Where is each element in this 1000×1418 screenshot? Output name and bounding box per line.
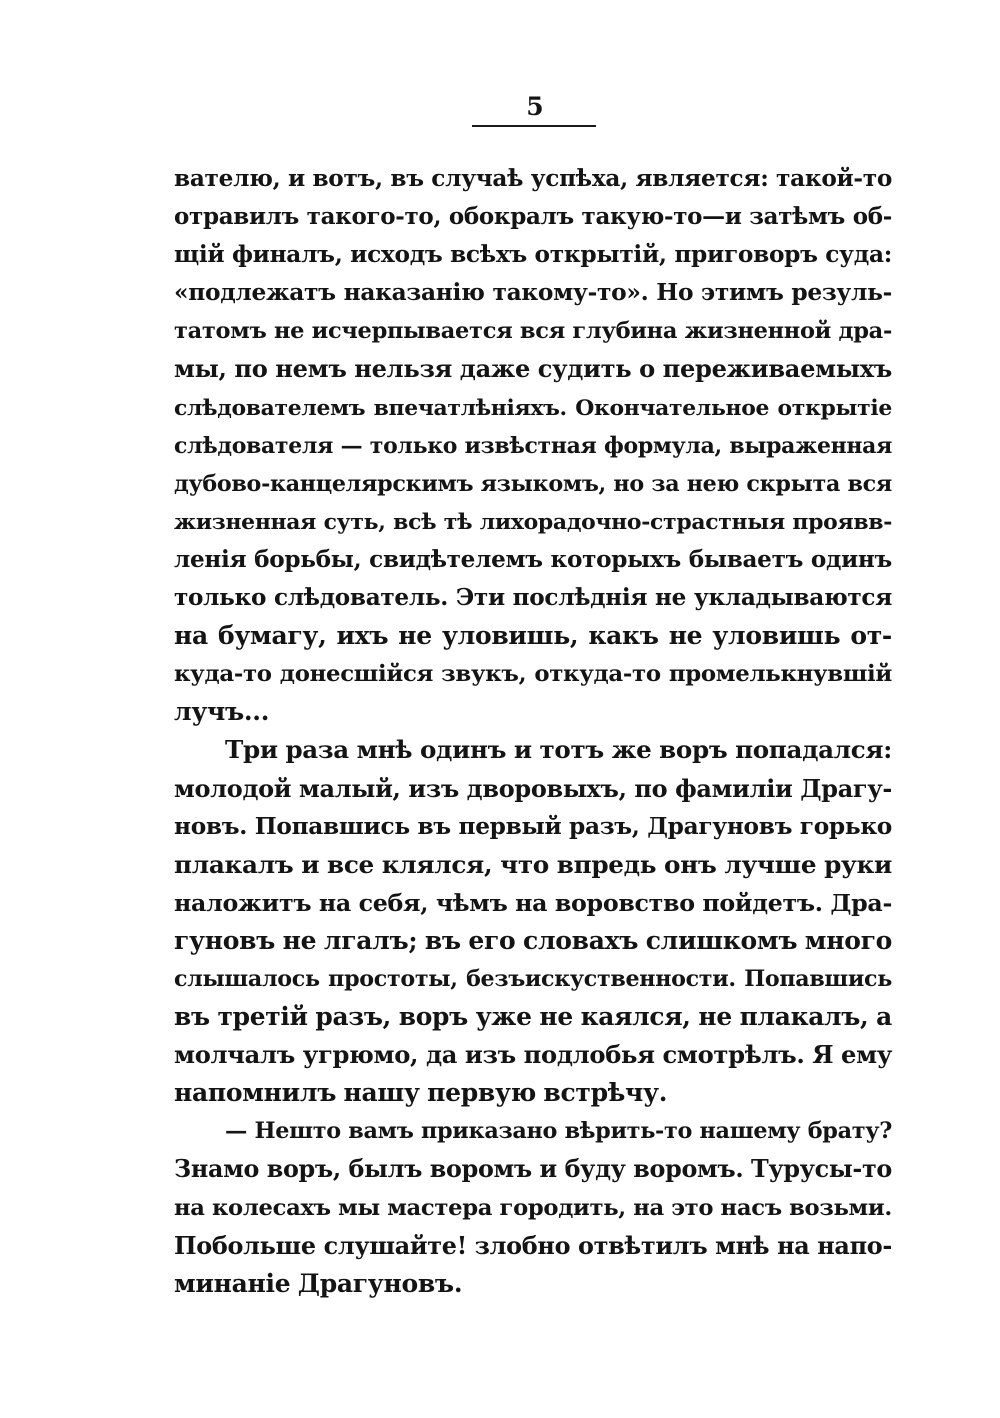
text-line: на бумагу, ихъ не уловишь, какъ не уловишь от-	[174, 621, 892, 651]
text-line: Три раза мнѣ одинъ и тотъ же воръ попадался:	[225, 735, 892, 765]
text-line: мы, по немъ нельзя даже судить о переживаемыхъ	[174, 354, 892, 384]
text-line: куда-то донесшійся звукъ, откуда-то промелькнувшій	[174, 661, 892, 688]
text-line: щій финалъ, исходъ всѣхъ открытій, приговоръ суда:	[174, 241, 892, 269]
text-line: «подлежатъ наказанію такому-то». Но этимъ резуль-	[174, 279, 892, 307]
text-line: наложитъ на себя, чѣмъ на воровство пойдетъ. Дра-	[174, 888, 892, 917]
page-body	[174, 160, 892, 1303]
text-line: слѣдователя — только извѣстная формула, выраженная	[174, 432, 892, 459]
text-line: плакалъ и все клялся, что впредь онъ лучше руки	[174, 849, 892, 879]
text-line: молодой малый, изъ дворовыхъ, по фамиліи Драгу-	[174, 774, 892, 803]
text-line: слѣдователемъ впечатлѣніяхъ. Окончательное открытіе	[174, 394, 892, 421]
text-line: гуновъ не лгалъ; въ его словахъ слишкомъ много	[174, 925, 892, 955]
text-line: новъ. Попавшись въ первый разъ, Драгуновъ горько	[174, 812, 892, 840]
text-line: Побольше слушайте! злобно отвѣтилъ мнѣ на напо-	[174, 1231, 892, 1260]
paragraph-3	[174, 1112, 892, 1302]
text-line: минаніе Драгуновъ.	[174, 1268, 463, 1298]
text-line: татомъ не исчерпывается вся глубина жизненной дра-	[174, 318, 892, 345]
text-line: — Нешто вамъ приказано вѣрить-то нашему брату?	[225, 1118, 892, 1145]
text-line: слышалось простоты, безъискуственности. Попавшись	[174, 965, 892, 992]
page-number: 5	[526, 92, 544, 121]
text-line: лучъ...	[174, 697, 270, 727]
paragraph-2	[174, 731, 892, 1112]
text-line: жизненная суть, всѣ тѣ лихорадочно-страстныя проявв-	[174, 508, 892, 535]
text-line: молчалъ угрюмо, да изъ подлобья смотрѣлъ. Я ему	[174, 1040, 892, 1070]
text-line: Знамо воръ, былъ воромъ и буду воромъ. Турусы-то	[174, 1155, 892, 1184]
text-line: только слѣдователь. Эти послѣднія не укладываются	[174, 584, 892, 612]
text-line: на колесахъ мы мастера городить, на это насъ возьми.	[174, 1194, 892, 1221]
text-line: въ третій разъ, воръ уже не каялся, не плакалъ, а	[174, 1002, 892, 1032]
page-number-rule	[472, 125, 596, 127]
text-line: отравилъ такого-то, обокралъ такую-то—и затѣмъ об-	[174, 203, 892, 231]
text-line: вателю, и вотъ, въ случаѣ успѣха, является: такой-то	[174, 165, 892, 192]
text-line: напомнилъ нашу первую встрѣчу.	[174, 1078, 668, 1108]
paragraph-1	[174, 160, 892, 731]
text-line: дубово-канцелярскимъ языкомъ, но за нею скрыта вся	[174, 470, 892, 497]
text-line: ленія борьбы, свидѣтелемъ которыхъ бываетъ одинъ	[174, 545, 892, 573]
